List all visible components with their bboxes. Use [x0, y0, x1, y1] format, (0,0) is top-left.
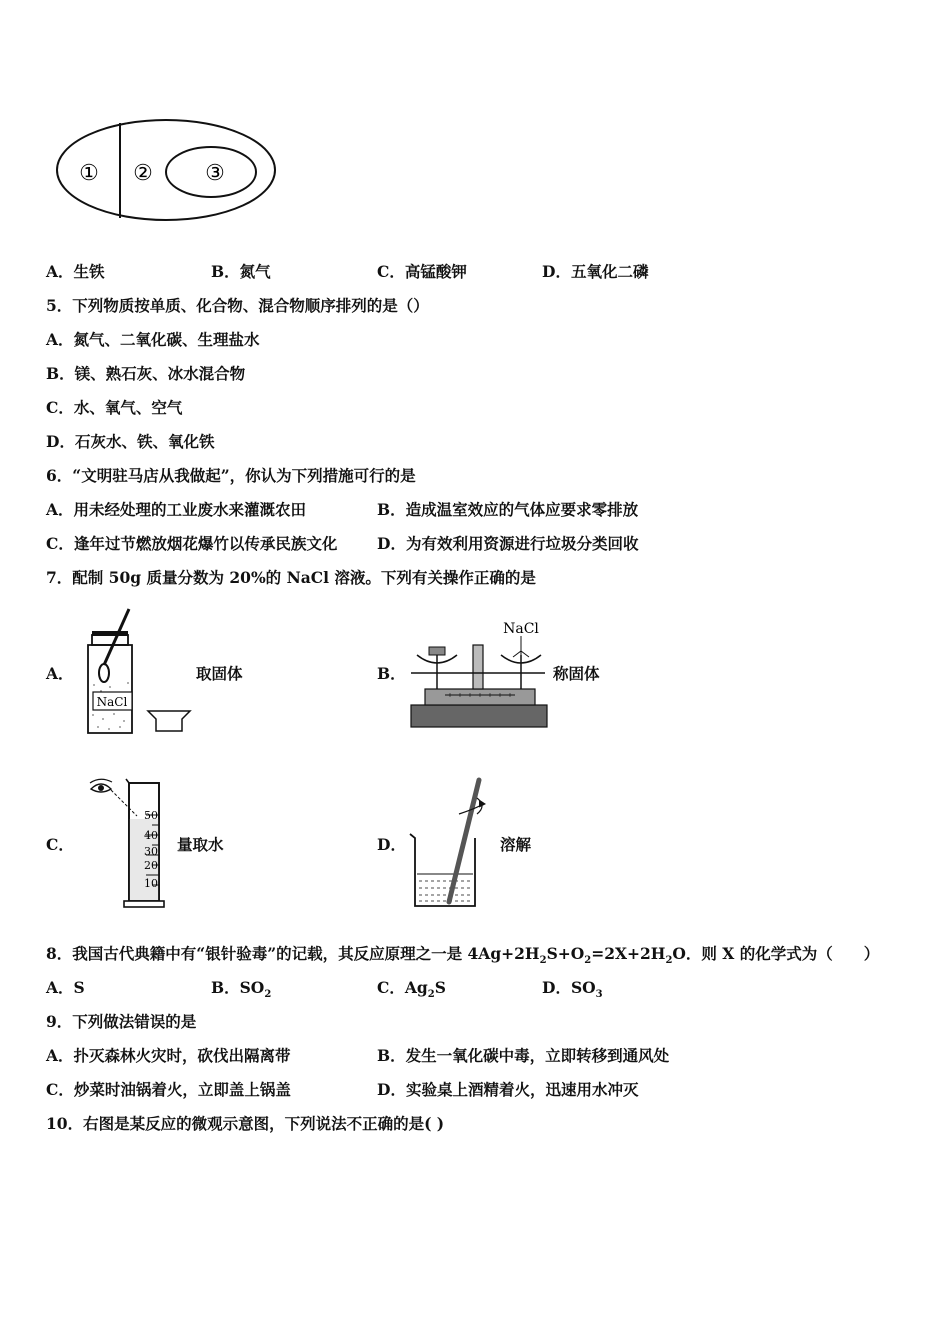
q4-option-d: D．五氧化二磷 — [542, 262, 649, 281]
q9-stem: 9．下列做法错误的是 — [46, 1012, 197, 1031]
q7-option-b-letter: B． — [377, 664, 406, 683]
q6-option-a: A．用未经处理的工业废水来灌溉农田 — [46, 500, 307, 519]
spoon-head — [99, 664, 109, 682]
q10-stem: 10．右图是某反应的微观示意图，下列说法不正确的是( ) — [46, 1114, 445, 1133]
evaporating-dish — [148, 711, 190, 731]
venn-label-1: ① — [79, 161, 99, 186]
q9-option-c: C．炒菜时油锅着火，立即盖上锅盖 — [46, 1080, 291, 1099]
q7-option-d-letter: D． — [377, 835, 406, 854]
reagent-bottle-figure — [76, 605, 201, 740]
q5-stem: 5．下列物质按单质、化合物、混合物顺序排列的是（） — [46, 296, 429, 315]
q7-option-d-caption: 溶解 — [500, 835, 532, 854]
q6-stem: 6．“文明驻马店从我做起”，你认为下列措施可行的是 — [46, 466, 416, 485]
bottle-label: NaCl — [96, 695, 128, 709]
q8-option-d: D．$SO_3$ — [542, 978, 603, 1001]
venn-diagram — [55, 118, 280, 223]
tick-label-50: 50 — [144, 809, 158, 822]
sight-line — [111, 790, 137, 816]
q7-option-c-caption: 量取水 — [177, 835, 224, 854]
q5-option-c: C．水、氧气、空气 — [46, 398, 183, 417]
q5-option-d: D．石灰水、铁、氧化铁 — [46, 432, 215, 451]
balance-label: NaCl — [503, 621, 539, 637]
q9-option-d: D．实验桌上酒精着火，迅速用水冲灭 — [377, 1080, 639, 1099]
q7-option-a-caption: 取固体 — [196, 664, 243, 683]
q4-option-a: A．生铁 — [46, 262, 105, 281]
q8-option-c: C．$Ag_2S$ — [377, 978, 446, 1001]
q5-option-a: A．氮气、二氧化碳、生理盐水 — [46, 330, 260, 349]
balance-scale-figure — [405, 615, 555, 733]
beaker-stirring-figure — [405, 778, 495, 913]
q4-option-c: C．高锰酸钾 — [377, 262, 467, 281]
tick-label-30: 30 — [144, 845, 158, 858]
graduated-cylinder-figure — [88, 775, 173, 913]
q7-option-b-caption: 称固体 — [553, 664, 600, 683]
q7-stem: 7．配制 50g 质量分数为 20%的 NaCl 溶液。下列有关操作正确的是 — [46, 568, 536, 587]
q9-option-a: A．扑灭森林火灾时，砍伐出隔离带 — [46, 1046, 291, 1065]
q6-option-b: B．造成温室效应的气体应要求零排放 — [377, 500, 639, 519]
venn-label-2: ② — [133, 161, 153, 186]
spoon-handle — [104, 609, 129, 665]
q5-option-b: B．镁、熟石灰、冰水混合物 — [46, 364, 246, 383]
q6-option-d: D．为有效利用资源进行垃圾分类回收 — [377, 534, 639, 553]
tick-label-40: 40 — [144, 829, 158, 842]
tick-label-10: 10 — [144, 877, 158, 890]
tick-label-20: 20 — [144, 859, 158, 872]
q7-option-a-letter: A． — [46, 664, 74, 683]
venn-label-3: ③ — [205, 161, 225, 186]
q8-option-a: A．S — [46, 978, 85, 997]
q6-option-c: C．逢年过节燃放烟花爆竹以传承民族文化 — [46, 534, 338, 553]
q9-option-b: B．发生一氧化碳中毒，立即转移到通风处 — [377, 1046, 670, 1065]
q8-option-b: B．$SO_2$ — [211, 978, 272, 1001]
q4-option-b: B．氮气 — [211, 262, 271, 281]
q8-stem: 8．我国古代典籍中有“银针验毒”的记载，其反应原理之一是 $4Ag+2H_2S+O_2=2X+2H_2O$．则 X 的化学式为（ ） — [46, 944, 880, 967]
weight-block — [429, 647, 445, 655]
q7-option-c-letter: C． — [46, 835, 74, 854]
